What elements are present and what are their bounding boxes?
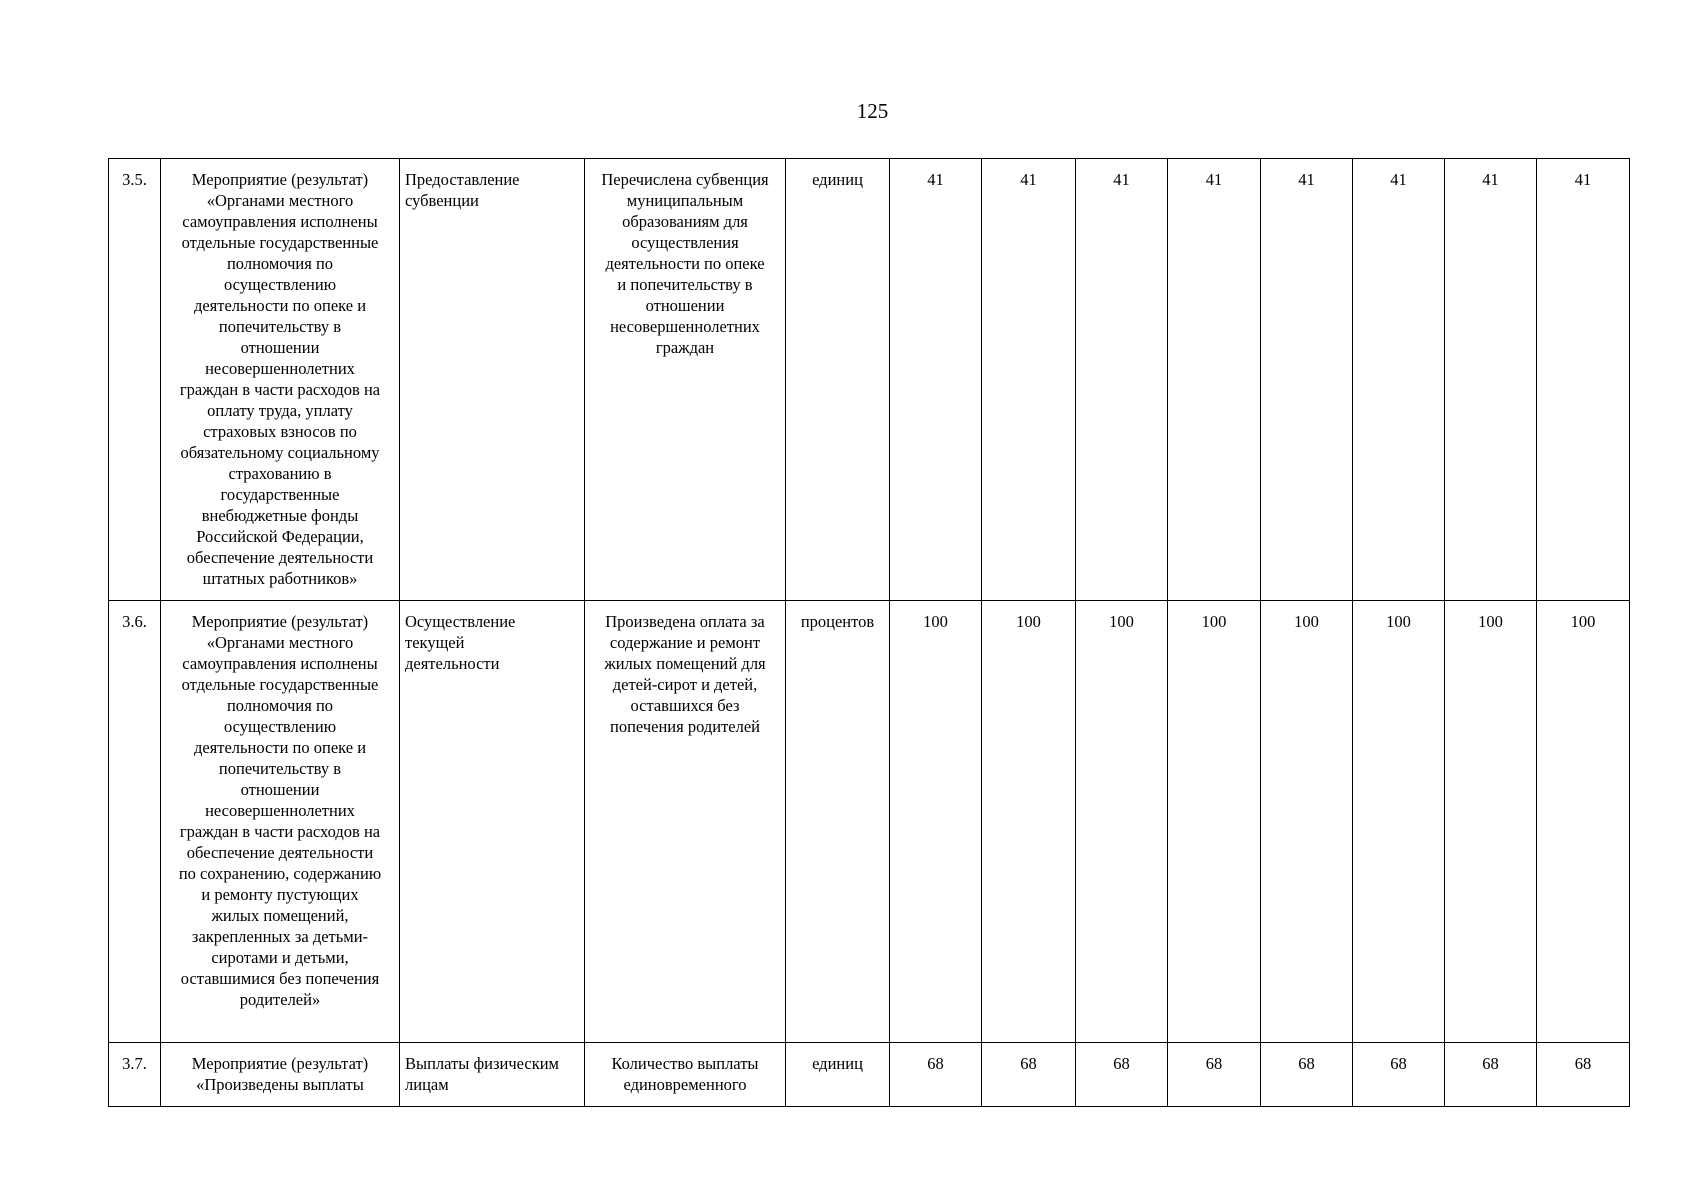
value-cell (982, 1043, 1076, 1107)
value-cell (1445, 601, 1537, 1043)
cell-line: жилых помещений, (211, 906, 349, 925)
type-cell (400, 601, 585, 1043)
cell-line: образованиям для (622, 212, 748, 231)
cell-text: 100 (923, 612, 948, 631)
cell-line: текущей (405, 633, 465, 652)
cell-line: содержание и ремонт (609, 633, 761, 652)
cell-line: граждан в части расходов на (179, 822, 381, 841)
cell-text: 100 (1016, 612, 1041, 631)
cell-line: отношении (240, 780, 320, 799)
cell-text: 41 (1390, 170, 1407, 189)
row-number-cell (109, 1043, 161, 1107)
cell-line: граждан (655, 338, 715, 357)
cell-line: Мероприятие (результат) (191, 1054, 369, 1073)
value-cell (1353, 159, 1445, 601)
value-cell (1168, 601, 1261, 1043)
cell-line: родителей» (239, 990, 321, 1009)
cell-text: процентов (800, 612, 875, 631)
cell-line: самоуправления исполнены (182, 212, 378, 231)
value-cell (1445, 159, 1537, 601)
type-cell (400, 1043, 585, 1107)
cell-line: оставшихся без (630, 696, 740, 715)
description-cell (585, 601, 786, 1043)
cell-line: отдельные государственные (181, 675, 379, 694)
description-cell (585, 159, 786, 601)
cell-line: самоуправления исполнены (182, 654, 378, 673)
value-cell (1537, 601, 1630, 1043)
value-cell (1168, 1043, 1261, 1107)
cell-line: осуществлению (223, 717, 337, 736)
cell-text: 41 (927, 170, 944, 189)
cell-text: 41 (1113, 170, 1130, 189)
cell-line: деятельности по опеке и (193, 738, 367, 757)
cell-line: сиротами и детьми, (211, 948, 349, 967)
cell-line: по сохранению, содержанию (178, 864, 382, 883)
value-cell (1076, 1043, 1168, 1107)
page-number: 125 (856, 99, 889, 123)
value-cell (1353, 1043, 1445, 1107)
cell-line: полномочия по (226, 254, 334, 273)
cell-text: 100 (1570, 612, 1596, 631)
cell-line: Российской Федерации, (196, 527, 364, 546)
cell-line: попечения родителей (610, 717, 760, 736)
cell-text: 41 (1482, 170, 1499, 189)
cell-line: оплату труда, уплату (207, 401, 353, 420)
value-cell (1261, 601, 1353, 1043)
event-cell (161, 159, 400, 601)
cell-line: единовременного (623, 1075, 747, 1094)
cell-line: Выплаты физическим (405, 1054, 559, 1073)
cell-text: 68 (927, 1054, 944, 1073)
table-row (109, 601, 1630, 1043)
cell-line: Перечислена субвенция (601, 170, 769, 189)
cell-text: 100 (1478, 612, 1503, 631)
cell-text: 3.7. (122, 1054, 147, 1073)
cell-line: страховых взносов по (203, 422, 357, 441)
value-cell (1076, 601, 1168, 1043)
cell-text: 41 (1574, 170, 1592, 189)
cell-text: 68 (1574, 1054, 1592, 1073)
cell-text: 100 (1294, 612, 1319, 631)
cell-line: несовершеннолетних (205, 801, 355, 820)
cell-line: «Органами местного (206, 191, 354, 210)
cell-line: осуществления (631, 233, 739, 252)
value-cell (1076, 159, 1168, 601)
cell-line: обеспечение деятельности (186, 548, 374, 567)
event-cell (161, 601, 400, 1043)
type-cell (400, 159, 585, 601)
cell-line: отношении (645, 296, 725, 315)
cell-line: жилых помещений для (604, 654, 766, 673)
value-cell (1445, 1043, 1537, 1107)
cell-line: лицам (405, 1075, 449, 1094)
value-cell (1537, 1043, 1630, 1107)
cell-line: и попечительству в (617, 275, 753, 294)
cell-line: отношении (240, 338, 320, 357)
cell-line: Осуществление (405, 612, 516, 631)
table-row (109, 1043, 1630, 1107)
results-table (108, 158, 1630, 1107)
cell-line: и ремонту пустующих (201, 885, 359, 904)
value-cell (890, 1043, 982, 1107)
cell-text: 68 (1113, 1054, 1130, 1073)
cell-line: несовершеннолетних (205, 359, 355, 378)
cell-line: деятельности по опеке и (193, 296, 367, 315)
cell-line: внебюджетные фонды (201, 506, 359, 525)
unit-cell (786, 601, 890, 1043)
cell-text: 68 (1482, 1054, 1499, 1073)
cell-line: Мероприятие (результат) (191, 170, 369, 189)
cell-text: единиц (812, 170, 863, 189)
event-cell (161, 1043, 400, 1107)
value-cell (982, 159, 1076, 601)
cell-line: несовершеннолетних (610, 317, 760, 336)
value-cell (1168, 159, 1261, 601)
cell-line: Предоставление (405, 170, 520, 189)
value-cell (890, 159, 982, 601)
cell-line: «Произведены выплаты (196, 1075, 364, 1094)
row-number-cell (109, 159, 161, 601)
cell-line: оставшимися без попечения (180, 969, 380, 988)
cell-text: 100 (1109, 612, 1134, 631)
table-row (109, 159, 1630, 601)
cell-text: 41 (1205, 170, 1223, 189)
cell-line: детей-сирот и детей, (612, 675, 758, 694)
cell-text: 3.5. (122, 170, 147, 189)
value-cell (890, 601, 982, 1043)
cell-line: страхованию в (228, 464, 332, 483)
cell-line: обязательному социальному (180, 443, 380, 462)
table-body (109, 159, 1630, 1107)
cell-text: 3.6. (122, 612, 147, 631)
value-cell (1353, 601, 1445, 1043)
value-cell (982, 601, 1076, 1043)
cell-line: закрепленных за детьми- (191, 927, 369, 946)
cell-text: 100 (1386, 612, 1411, 631)
cell-line: отдельные государственные (181, 233, 379, 252)
cell-line: деятельности (405, 654, 500, 673)
cell-line: граждан в части расходов на (179, 380, 381, 399)
cell-line: Количество выплаты (611, 1054, 759, 1073)
description-cell (585, 1043, 786, 1107)
cell-text: 41 (1298, 170, 1315, 189)
cell-text: 68 (1205, 1054, 1223, 1073)
row-number-cell (109, 601, 161, 1043)
cell-line: обеспечение деятельности (186, 843, 374, 862)
cell-line: деятельности по опеке (605, 254, 765, 273)
cell-line: Произведена оплата за (605, 612, 765, 631)
cell-text: 68 (1020, 1054, 1037, 1073)
cell-text: единиц (812, 1054, 863, 1073)
cell-text: 41 (1020, 170, 1037, 189)
cell-line: полномочия по (226, 696, 334, 715)
cell-text: 68 (1390, 1054, 1407, 1073)
value-cell (1537, 159, 1630, 601)
cell-line: попечительству в (218, 317, 342, 336)
cell-line: осуществлению (223, 275, 337, 294)
cell-line: субвенции (405, 191, 479, 210)
cell-line: штатных работников» (202, 569, 358, 588)
value-cell (1261, 159, 1353, 601)
unit-cell (786, 159, 890, 601)
cell-line: государственные (220, 485, 340, 504)
cell-text: 68 (1298, 1054, 1315, 1073)
cell-line: Мероприятие (результат) (191, 612, 369, 631)
unit-cell (786, 1043, 890, 1107)
cell-line: попечительству в (218, 759, 342, 778)
cell-line: «Органами местного (206, 633, 354, 652)
value-cell (1261, 1043, 1353, 1107)
cell-text: 100 (1201, 612, 1227, 631)
cell-line: муниципальным (626, 191, 744, 210)
